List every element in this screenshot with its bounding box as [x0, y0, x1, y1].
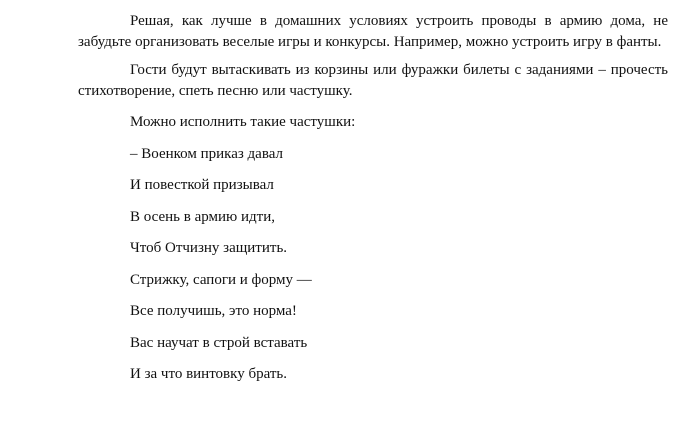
paragraph-intro: Решая, как лучше в домашних условиях устроить проводы в армию дома, не забудьте организовать веселые игры и конкурсы. Например, можно устроить игру в фанты.: [78, 13, 668, 50]
verse-line: Чтоб Отчизну защитить.: [130, 240, 288, 256]
paragraph-guests: Гости будут вытаскивать из корзины или фуражки билеты с заданиями – прочесть стихотворение, спеть песню или частушку.: [78, 62, 668, 99]
verse-line: – Военком приказ давал: [130, 145, 284, 162]
chastushki-block: [78, 112, 668, 384]
verse-line: И за что винтовку брать.: [130, 366, 288, 382]
verse-line: Стрижку, сапоги и форму —: [130, 271, 312, 288]
verse-line: Вас научат в строй вставать: [130, 334, 308, 351]
document-body: [78, 11, 668, 384]
chastushki-intro-line: Можно исполнить такие частушки:: [130, 114, 356, 130]
verse-line: Все получишь, это норма!: [130, 303, 297, 319]
verse-line: И повесткой призывал: [130, 177, 274, 193]
verse-line: В осень в армию идти,: [130, 208, 275, 225]
